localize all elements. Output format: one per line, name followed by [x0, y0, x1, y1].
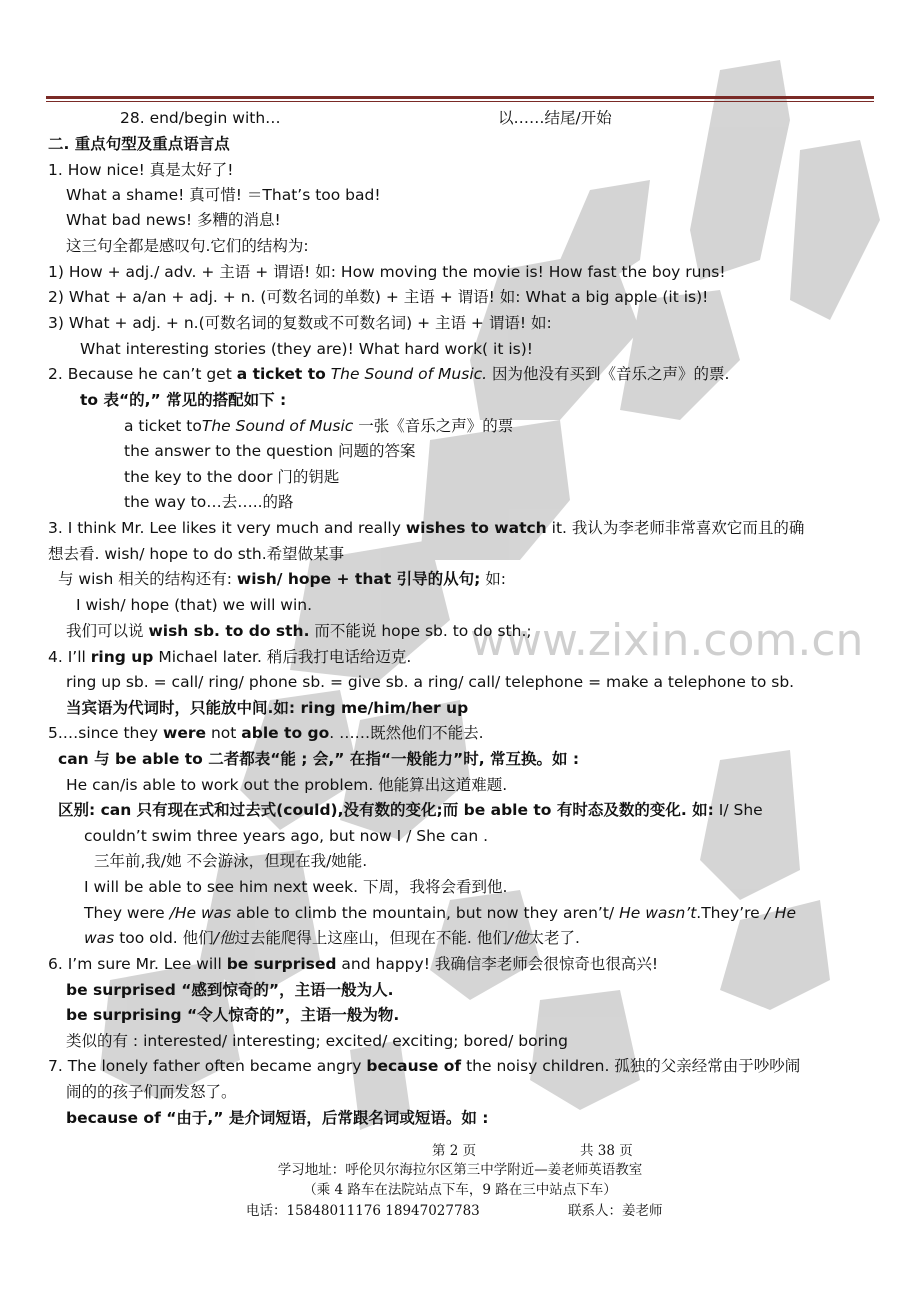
collocation-2: the answer to the question 问题的答案: [124, 442, 416, 460]
point-7-cont: 闹的的孩子们而发怒了。: [66, 1083, 237, 1101]
point-3-note: 我们可以说 wish sb. to do sth. 而不能说 hope sb. to do sth.;: [66, 622, 532, 640]
point-1-example-2: What a shame! 真可惜! ＝That’s too bad!: [66, 186, 381, 204]
vocab-item-28: 28. end/begin with…: [120, 109, 281, 127]
page-number: 第 2 页: [432, 1143, 477, 1159]
point-1-example-3: What bad news! 多糟的消息!: [66, 211, 281, 229]
structure-3: 3) What + adj. + n.(可数名词的复数或不可数名词) + 主语 + 谓语! 如:: [48, 314, 552, 332]
point-5-example: He can/is able to work out the problem. 他能算出这道难题.: [66, 776, 508, 794]
point-2: 2. Because he can’t get a ticket to The Sound of Music. 因为他没有买到《音乐之声》的票.: [48, 365, 730, 383]
point-4-equivalents: ring up sb. = call/ ring/ phone sb. = give sb. a ring/ call/ telephone = make a telephone to sb.: [66, 673, 795, 691]
point-5-difference-cont: couldn’t swim three years ago, but now I / She can .: [84, 827, 489, 845]
footer-contact: 联系人：姜老师: [568, 1203, 663, 1219]
point-5-example-3-cont: was too old. 他们/他过去能爬得上这座山，但现在不能. 他们/他太老了.: [84, 929, 580, 947]
footer-address: 学习地址：呼伦贝尔海拉尔区第三中学附近—姜老师英语教室: [277, 1162, 643, 1178]
header-rule-thin: [46, 101, 874, 102]
point-1: 1. How nice! 真是太好了!: [48, 161, 234, 179]
point-7-note: because of “由于,” 是介词短语，后常跟名词或短语。如 :: [66, 1109, 489, 1127]
point-5-example-3: They were /He was able to climb the mountain, but now they aren’t/ He wasn’t.They’re / He: [84, 904, 796, 922]
structure-3-examples: What interesting stories (they are)! What hard work( it is)!: [80, 340, 533, 358]
collocation-4: the way to…去…..的路: [124, 493, 294, 511]
watermark-url: www.zixin.com.cn: [470, 615, 864, 666]
point-4: 4. I’ll ring up Michael later. 稍后我打电话给迈克.: [48, 648, 412, 666]
structure-1: 1) How + adj./ adv. + 主语 + 谓语! 如: How moving the movie is! How fast the boy runs!: [48, 263, 726, 281]
header-rule: [46, 96, 874, 99]
vocab-item-28-meaning: 以……结尾/开始: [498, 109, 612, 127]
collocation-1: a ticket toThe Sound of Music 一张《音乐之声》的票: [124, 417, 514, 435]
structure-2: 2) What + a/an + adj. + n. (可数名词的单数) + 主语 + 谓语! 如: What a big apple (it is)!: [48, 288, 709, 306]
footer-bus: （乘 4 路车在法院站点下车，9 路在三中站点下车）: [303, 1182, 617, 1198]
point-5-difference: 区别: can 只有现在式和过去式(could),没有数的变化;而 be able to 有时态及数的变化. 如: I/ She: [58, 801, 763, 819]
point-6: 6. I’m sure Mr. Lee will be surprised and happy! 我确信李老师会很惊奇也很高兴!: [48, 955, 659, 973]
point-5: 5.…since they were not able to go. ……既然他们不能去.: [48, 724, 484, 742]
point-6-note-1: be surprised “感到惊奇的”，主语一般为人.: [66, 981, 394, 999]
point-2-note: to 表“的,” 常见的搭配如下 :: [80, 391, 287, 409]
section-heading: 二. 重点句型及重点语言点: [48, 135, 230, 153]
point-3-related: 与 wish 相关的结构还有: wish/ hope + that 引导的从句; 如:: [58, 570, 506, 588]
point-6-note-2: be surprising “令人惊奇的”，主语一般为物.: [66, 1006, 400, 1024]
point-1-note: 这三句全都是感叹句.它们的结构为:: [66, 237, 309, 255]
point-4-note: 当宾语为代词时，只能放中间.如: ring me/him/her up: [66, 699, 469, 717]
collocation-3: the key to the door 门的钥匙: [124, 468, 340, 486]
point-5-translation: 三年前,我/她 不会游泳，但现在我/她能.: [94, 852, 368, 870]
page-total: 共 38 页: [580, 1143, 633, 1159]
point-6-similar: 类似的有 : interested/ interesting; excited/ exciting; bored/ boring: [66, 1032, 568, 1050]
point-3-cont: 想去看. wish/ hope to do sth.希望做某事: [48, 545, 345, 563]
point-5-note: can 与 be able to 二者都表“能 ; 会,” 在指“一般能力”时, 常互换。如 :: [58, 750, 580, 768]
point-3-example: I wish/ hope (that) we will win.: [76, 596, 313, 614]
point-3: 3. I think Mr. Lee likes it very much and really wishes to watch it. 我认为李老师非常喜欢它而且的确: [48, 519, 805, 537]
point-7: 7. The lonely father often became angry because of the noisy children. 孤独的父亲经常由于吵吵闹: [48, 1057, 801, 1075]
point-5-example-2: I will be able to see him next week. 下周，我将会看到他.: [84, 878, 508, 896]
footer-phone: 电话：15848011176 18947027783: [246, 1203, 480, 1219]
